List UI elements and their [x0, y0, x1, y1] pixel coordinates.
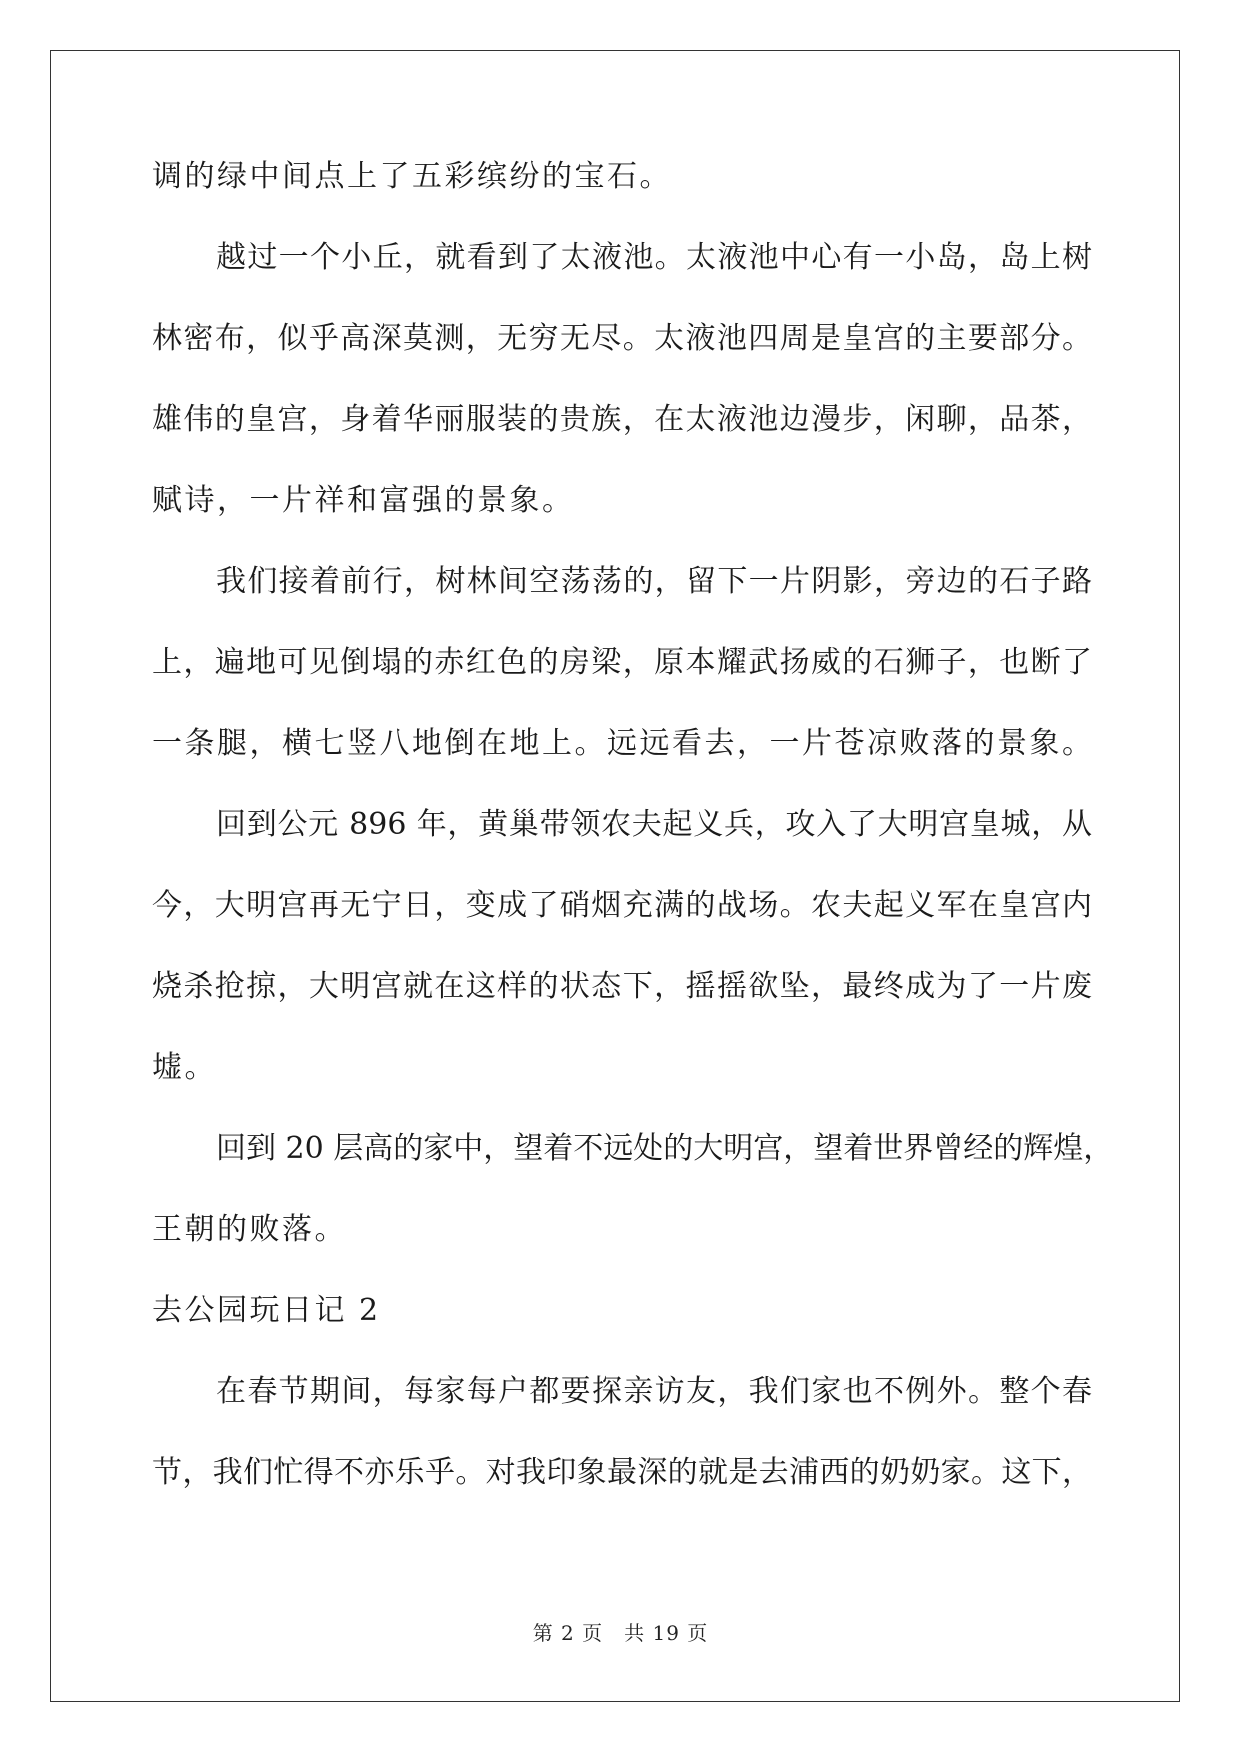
text-line: 回到 20 层高的家中，望着不远处的大明宫，望着世界曾经的辉煌， [216, 1131, 1114, 1166]
text-line: 王朝的败落。 [152, 1212, 347, 1247]
section-heading: 去公园玩日记 2 [152, 1293, 381, 1328]
text-line: 我们接着前行，树林间空荡荡的，留下一片阴影，旁边的石子路 [216, 564, 1092, 599]
text-line: 回到公元 896 年，黄巢带领农夫起义兵，攻入了大明宫皇城，从 [216, 807, 1092, 842]
text-line: 烧杀抢掠，大明宫就在这样的状态下，摇摇欲坠，最终成为了一片废 [152, 969, 1092, 1004]
text-line: 雄伟的皇宫，身着华丽服装的贵族，在太液池边漫步，闲聊，品茶， [152, 402, 1092, 437]
document-body [152, 159, 1114, 1537]
text-line: 一条腿，横七竖八地倒在地上。远远看去，一片苍凉败落的景象。 [152, 726, 1092, 761]
text-line: 节，我们忙得不亦乐乎。对我印象最深的就是去浦西的奶奶家。这下， [152, 1455, 1092, 1490]
text-line: 赋诗，一片祥和富强的景象。 [152, 483, 575, 518]
text-line: 越过一个小丘，就看到了太液池。太液池中心有一小岛，岛上树 [216, 240, 1092, 275]
text-line: 调的绿中间点上了五彩缤纷的宝石。 [152, 159, 672, 194]
text-line: 今，大明宫再无宁日，变成了硝烟充满的战场。农夫起义军在皇宫内 [152, 888, 1092, 923]
text-line: 林密布，似乎高深莫测，无穷无尽。太液池四周是皇宫的主要部分。 [152, 321, 1092, 356]
page-number-footer: 第 2 页 共 19 页 [532, 1621, 709, 1645]
text-line: 上，遍地可见倒塌的赤红色的房梁，原本耀武扬威的石狮子，也断了 [152, 645, 1092, 680]
text-line: 在春节期间，每家每户都要探亲访友，我们家也不例外。整个春 [216, 1374, 1092, 1409]
text-line: 墟。 [152, 1050, 217, 1085]
